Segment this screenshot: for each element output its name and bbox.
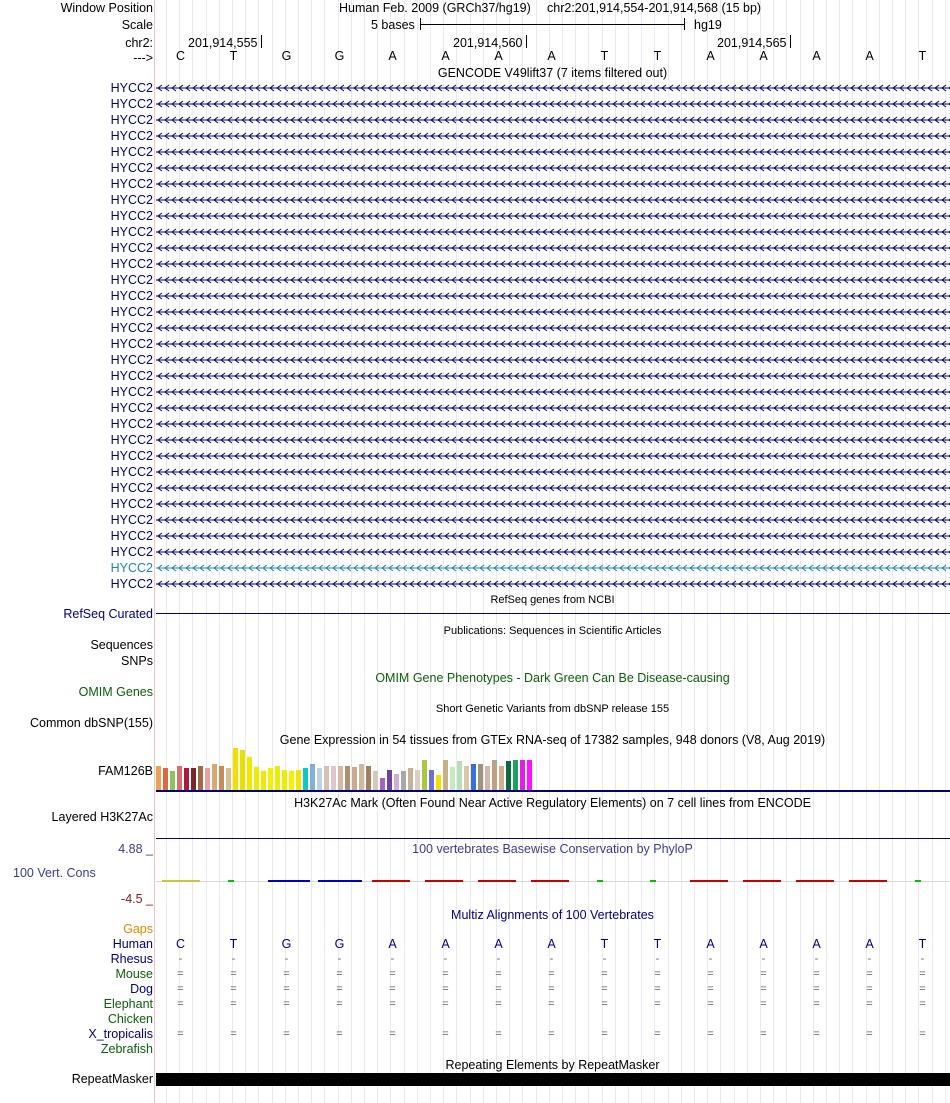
gencode-gene-label[interactable]: HYCC2 bbox=[110, 305, 153, 319]
phylop-score-mark bbox=[318, 880, 362, 882]
position-readout[interactable]: chr2:201,914,554-201,914,568 (15 bp) bbox=[547, 1, 762, 15]
gtex-tissue-bar[interactable] bbox=[289, 771, 294, 790]
gtex-tissue-bar[interactable] bbox=[254, 767, 259, 790]
multiz-align-symbol: = bbox=[495, 983, 502, 995]
gtex-tissue-bar[interactable] bbox=[163, 768, 168, 790]
multiz-align-symbol: = bbox=[707, 1028, 714, 1040]
scale-text: 5 bases bbox=[371, 18, 415, 32]
gencode-transcript-line[interactable] bbox=[156, 308, 950, 316]
multiz-align-symbol: = bbox=[177, 983, 184, 995]
sequence-base: G bbox=[281, 49, 292, 63]
multiz-align-symbol: = bbox=[813, 968, 820, 980]
multiz-align-symbol: - bbox=[178, 953, 183, 965]
multiz-align-symbol: = bbox=[866, 1028, 873, 1040]
sequence-base: A bbox=[441, 49, 450, 63]
multiz-human-base: A bbox=[812, 937, 821, 951]
gencode-gene-label[interactable]: HYCC2 bbox=[110, 81, 153, 95]
gtex-tissue-bar[interactable] bbox=[408, 768, 413, 790]
gtex-tissue-bar[interactable] bbox=[450, 767, 455, 790]
multiz-align-symbol: = bbox=[548, 1028, 555, 1040]
gencode-transcript-line[interactable] bbox=[156, 132, 950, 140]
multiz-human-base: A bbox=[706, 937, 715, 951]
gencode-gene-label[interactable]: HYCC2 bbox=[110, 97, 153, 111]
multiz-align-symbol: = bbox=[601, 968, 608, 980]
omim-label[interactable]: OMIM Genes bbox=[78, 685, 153, 699]
phylop-score-mark bbox=[915, 880, 921, 882]
sequence-base: T bbox=[600, 49, 609, 63]
repeatmasker-title: Repeating Elements by RepeatMasker bbox=[445, 1058, 660, 1072]
multiz-species-label[interactable]: Human bbox=[112, 937, 153, 951]
gencode-gene-label[interactable]: HYCC2 bbox=[110, 401, 153, 415]
coord-tick-2 bbox=[526, 35, 527, 48]
gencode-gene-label[interactable]: HYCC2 bbox=[110, 209, 153, 223]
gtex-tissue-bar[interactable] bbox=[310, 764, 315, 790]
multiz-align-symbol: - bbox=[920, 953, 925, 965]
multiz-align-symbol: = bbox=[548, 998, 555, 1010]
dbsnp-title: Short Genetic Variants from dbSNP release 155 bbox=[435, 703, 670, 715]
phylop-score-mark bbox=[597, 880, 603, 882]
multiz-human-base: A bbox=[388, 937, 397, 951]
multiz-align-symbol: = bbox=[442, 1028, 449, 1040]
multiz-align-symbol: = bbox=[442, 983, 449, 995]
window-position-label: Window Position bbox=[60, 1, 153, 15]
gencode-gene-label[interactable]: HYCC2 bbox=[110, 385, 153, 399]
assembly-label: Human Feb. 2009 (GRCh37/hg19) bbox=[339, 1, 531, 15]
multiz-align-symbol: - bbox=[443, 953, 448, 965]
multiz-align-symbol: = bbox=[601, 998, 608, 1010]
multiz-align-symbol: - bbox=[655, 953, 660, 965]
gtex-tissue-bar[interactable] bbox=[436, 775, 441, 790]
gencode-transcript-line[interactable] bbox=[156, 340, 950, 348]
gencode-transcript-line[interactable] bbox=[156, 548, 950, 556]
sequence-base: A bbox=[812, 49, 821, 63]
gtex-tissue-bar[interactable] bbox=[485, 766, 490, 790]
phylop-score-mark bbox=[162, 880, 200, 882]
multiz-align-symbol: = bbox=[336, 968, 343, 980]
gencode-gene-label[interactable]: HYCC2 bbox=[110, 257, 153, 271]
gtex-tissue-bar[interactable] bbox=[303, 768, 308, 790]
multiz-human-base: A bbox=[759, 937, 768, 951]
sequence-base: A bbox=[706, 49, 715, 63]
gtex-tissue-bar[interactable] bbox=[366, 766, 371, 790]
gtex-tissue-bar[interactable] bbox=[275, 766, 280, 790]
multiz-align-symbol: = bbox=[548, 983, 555, 995]
gencode-gene-label[interactable]: HYCC2 bbox=[110, 113, 153, 127]
multiz-title: Multiz Alignments of 100 Vertebrates bbox=[451, 908, 654, 922]
multiz-align-symbol: = bbox=[813, 983, 820, 995]
multiz-align-symbol: - bbox=[231, 953, 236, 965]
multiz-align-symbol: = bbox=[495, 998, 502, 1010]
omim-title: OMIM Gene Phenotypes - Dark Green Can Be Disease-causing bbox=[375, 671, 730, 685]
multiz-species-label[interactable]: Zebrafish bbox=[100, 1042, 153, 1056]
gencode-transcript-line[interactable] bbox=[156, 564, 950, 572]
multiz-align-symbol: = bbox=[177, 998, 184, 1010]
gtex-bar-chart[interactable] bbox=[156, 748, 556, 790]
gencode-transcript-line[interactable] bbox=[156, 324, 950, 332]
sequence-base: A bbox=[388, 49, 397, 63]
gencode-gene-label[interactable]: HYCC2 bbox=[110, 273, 153, 287]
multiz-align-symbol: = bbox=[654, 998, 661, 1010]
gtex-tissue-bar[interactable] bbox=[198, 766, 203, 790]
gencode-transcript-line[interactable] bbox=[156, 276, 950, 284]
gencode-transcript-line[interactable] bbox=[156, 388, 950, 396]
publications-title: Publications: Sequences in Scientific Articles bbox=[443, 625, 662, 637]
gencode-transcript-line[interactable] bbox=[156, 244, 950, 252]
gencode-gene-label[interactable]: HYCC2 bbox=[110, 289, 153, 303]
gtex-tissue-bar[interactable] bbox=[415, 770, 420, 790]
repeatmasker-label[interactable]: RepeatMasker bbox=[71, 1072, 153, 1086]
sequence-base: T bbox=[653, 49, 662, 63]
gencode-transcript-line[interactable] bbox=[156, 356, 950, 364]
gtex-gene-label[interactable]: FAM126B bbox=[98, 764, 153, 778]
multiz-align-symbol: = bbox=[442, 968, 449, 980]
multiz-align-symbol: = bbox=[707, 998, 714, 1010]
coord-1: 201,914,555 bbox=[188, 36, 258, 50]
multiz-align-symbol: = bbox=[283, 968, 290, 980]
multiz-align-symbol: = bbox=[707, 983, 714, 995]
gencode-gene-label[interactable]: HYCC2 bbox=[110, 529, 153, 543]
refseq-label[interactable]: RefSeq Curated bbox=[63, 607, 153, 621]
multiz-align-symbol: = bbox=[389, 998, 396, 1010]
sequence-base: A bbox=[865, 49, 874, 63]
gencode-transcript-line[interactable] bbox=[156, 148, 950, 156]
gencode-transcript-line[interactable] bbox=[156, 116, 950, 124]
gencode-gene-label[interactable]: HYCC2 bbox=[110, 177, 153, 191]
gtex-tissue-bar[interactable] bbox=[184, 768, 189, 790]
gencode-gene-label[interactable]: HYCC2 bbox=[110, 337, 153, 351]
gencode-gene-label[interactable]: HYCC2 bbox=[110, 513, 153, 527]
multiz-human-base: A bbox=[441, 937, 450, 951]
multiz-align-symbol: - bbox=[549, 953, 554, 965]
publications-sequences-label[interactable]: Sequences bbox=[90, 638, 153, 652]
gencode-transcript-line[interactable] bbox=[156, 500, 950, 508]
multiz-align-symbol: = bbox=[760, 998, 767, 1010]
multiz-align-symbol: = bbox=[230, 998, 237, 1010]
phylop-title: 100 vertebrates Basewise Conservation by PhyloP bbox=[412, 842, 693, 856]
phylop-score-mark bbox=[268, 880, 310, 882]
gencode-transcript-line[interactable] bbox=[156, 100, 950, 108]
coord-tick-3 bbox=[790, 35, 791, 48]
multiz-align-symbol: = bbox=[230, 968, 237, 980]
gtex-tissue-bar[interactable] bbox=[233, 748, 238, 790]
gencode-transcript-line[interactable] bbox=[156, 292, 950, 300]
multiz-align-symbol: = bbox=[336, 983, 343, 995]
multiz-align-symbol: = bbox=[760, 983, 767, 995]
sequence-base: G bbox=[334, 49, 345, 63]
multiz-human-base: T bbox=[918, 937, 927, 951]
multiz-align-symbol: - bbox=[602, 953, 607, 965]
multiz-align-symbol: = bbox=[283, 983, 290, 995]
scale-label: Scale bbox=[121, 18, 153, 32]
gencode-transcript-line[interactable] bbox=[156, 420, 950, 428]
multiz-align-symbol: = bbox=[919, 968, 926, 980]
gtex-tissue-bar[interactable] bbox=[219, 766, 224, 790]
multiz-align-symbol: = bbox=[177, 968, 184, 980]
gencode-transcript-line[interactable] bbox=[156, 212, 950, 220]
multiz-human-base: A bbox=[547, 937, 556, 951]
gencode-transcript-line[interactable] bbox=[156, 532, 950, 540]
gencode-gene-label[interactable]: HYCC2 bbox=[110, 449, 153, 463]
gencode-gene-label[interactable]: HYCC2 bbox=[110, 417, 153, 431]
gencode-gene-label[interactable]: HYCC2 bbox=[110, 129, 153, 143]
multiz-human-base: T bbox=[600, 937, 609, 951]
gtex-tissue-bar[interactable] bbox=[240, 750, 245, 790]
scale-bar-right-tick bbox=[684, 18, 685, 30]
gtex-tissue-bar[interactable] bbox=[324, 766, 329, 790]
gtex-tissue-bar[interactable] bbox=[429, 770, 434, 790]
gencode-gene-label[interactable]: HYCC2 bbox=[110, 193, 153, 207]
phylop-score-mark bbox=[425, 880, 463, 882]
multiz-human-base: A bbox=[494, 937, 503, 951]
gencode-transcript-line[interactable] bbox=[156, 180, 950, 188]
gencode-gene-label[interactable]: HYCC2 bbox=[110, 241, 153, 255]
gtex-tissue-bar[interactable] bbox=[331, 766, 336, 790]
gtex-tissue-bar[interactable] bbox=[520, 760, 525, 790]
multiz-align-symbol: = bbox=[866, 998, 873, 1010]
gtex-tissue-bar[interactable] bbox=[380, 778, 385, 790]
gtex-tissue-bar[interactable] bbox=[422, 760, 427, 790]
gtex-baseline bbox=[156, 790, 950, 792]
multiz-align-symbol: = bbox=[177, 1028, 184, 1040]
gtex-tissue-bar[interactable] bbox=[373, 771, 378, 790]
phylop-score-mark bbox=[478, 880, 516, 882]
refseq-gene-line[interactable] bbox=[156, 613, 950, 614]
gtex-tissue-bar[interactable] bbox=[457, 761, 462, 790]
gencode-gene-label[interactable]: HYCC2 bbox=[110, 145, 153, 159]
multiz-align-symbol: = bbox=[601, 1028, 608, 1040]
multiz-align-symbol: = bbox=[495, 968, 502, 980]
gencode-transcript-line[interactable] bbox=[156, 260, 950, 268]
gtex-tissue-bar[interactable] bbox=[212, 764, 217, 790]
h3k27ac-label[interactable]: Layered H3K27Ac bbox=[51, 810, 153, 824]
gtex-tissue-bar[interactable] bbox=[345, 766, 350, 790]
multiz-species-label[interactable]: X_tropicalis bbox=[88, 1027, 153, 1041]
refseq-title: RefSeq genes from NCBI bbox=[490, 594, 615, 606]
multiz-species-label[interactable]: Chicken bbox=[107, 1012, 153, 1026]
phylop-max: 4.88 _ bbox=[118, 842, 153, 856]
publications-snps-label[interactable]: SNPs bbox=[121, 654, 153, 668]
multiz-align-symbol: = bbox=[919, 983, 926, 995]
gtex-tissue-bar[interactable] bbox=[296, 770, 301, 790]
phylop-score-mark bbox=[849, 880, 887, 882]
gtex-tissue-bar[interactable] bbox=[387, 770, 392, 790]
gtex-tissue-bar[interactable] bbox=[177, 766, 182, 790]
gencode-transcript-line[interactable] bbox=[156, 372, 950, 380]
gencode-transcript-line[interactable] bbox=[156, 580, 950, 588]
multiz-human-base: C bbox=[175, 937, 186, 951]
gtex-tissue-bar[interactable] bbox=[492, 760, 497, 790]
gtex-tissue-bar[interactable] bbox=[443, 760, 448, 790]
multiz-align-symbol: = bbox=[866, 983, 873, 995]
gtex-tissue-bar[interactable] bbox=[191, 768, 196, 790]
multiz-species-label[interactable]: Mouse bbox=[115, 967, 153, 981]
gtex-tissue-bar[interactable] bbox=[338, 766, 343, 790]
multiz-align-symbol: = bbox=[654, 1028, 661, 1040]
gencode-transcript-line[interactable] bbox=[156, 196, 950, 204]
multiz-align-symbol: = bbox=[813, 998, 820, 1010]
multiz-align-symbol: = bbox=[283, 998, 290, 1010]
multiz-align-symbol: = bbox=[866, 968, 873, 980]
multiz-align-symbol: = bbox=[919, 1028, 926, 1040]
gencode-gene-label[interactable]: HYCC2 bbox=[110, 497, 153, 511]
gtex-tissue-bar[interactable] bbox=[268, 768, 273, 790]
scale-bar bbox=[420, 24, 685, 25]
gencode-gene-label[interactable]: HYCC2 bbox=[110, 353, 153, 367]
multiz-human-base: T bbox=[229, 937, 238, 951]
phylop-label[interactable]: 100 Vert. Cons bbox=[13, 866, 96, 880]
gtex-tissue-bar[interactable] bbox=[471, 764, 476, 790]
gencode-transcript-line[interactable] bbox=[156, 468, 950, 476]
chrom-label: chr2: bbox=[125, 36, 153, 50]
gencode-gene-label[interactable]: HYCC2 bbox=[110, 225, 153, 239]
gencode-gene-label[interactable]: HYCC2 bbox=[110, 577, 153, 591]
coord-3: 201,914,565 bbox=[717, 36, 787, 50]
multiz-align-symbol: = bbox=[230, 1028, 237, 1040]
multiz-align-symbol: = bbox=[919, 998, 926, 1010]
gtex-tissue-bar[interactable] bbox=[317, 768, 322, 790]
gtex-tissue-bar[interactable] bbox=[401, 771, 406, 790]
sequence-base: T bbox=[229, 49, 238, 63]
gencode-gene-label[interactable]: HYCC2 bbox=[110, 481, 153, 495]
gtex-tissue-bar[interactable] bbox=[499, 766, 504, 790]
phylop-score-mark bbox=[372, 880, 410, 882]
multiz-align-symbol: = bbox=[548, 968, 555, 980]
h3k27ac-baseline bbox=[156, 838, 950, 839]
sequence-base: A bbox=[494, 49, 503, 63]
gtex-tissue-bar[interactable] bbox=[170, 771, 175, 790]
gencode-gene-label[interactable]: HYCC2 bbox=[110, 369, 153, 383]
multiz-species-label[interactable]: Elephant bbox=[103, 997, 153, 1011]
gtex-tissue-bar[interactable] bbox=[527, 760, 532, 790]
multiz-align-symbol: - bbox=[708, 953, 713, 965]
gtex-tissue-bar[interactable] bbox=[247, 757, 252, 790]
phylop-score-mark bbox=[743, 880, 781, 882]
multiz-align-symbol: - bbox=[390, 953, 395, 965]
multiz-human-base: G bbox=[281, 937, 292, 951]
multiz-align-symbol: - bbox=[496, 953, 501, 965]
gencode-transcript-line[interactable] bbox=[156, 436, 950, 444]
gencode-gene-label[interactable]: HYCC2 bbox=[110, 433, 153, 447]
gencode-transcript-line[interactable] bbox=[156, 228, 950, 236]
multiz-species-label[interactable]: Rhesus bbox=[110, 952, 153, 966]
multiz-align-symbol: = bbox=[230, 983, 237, 995]
multiz-human-base: G bbox=[334, 937, 345, 951]
gtex-tissue-bar[interactable] bbox=[261, 771, 266, 790]
gencode-gene-label[interactable]: HYCC2 bbox=[110, 161, 153, 175]
multiz-align-symbol: = bbox=[707, 968, 714, 980]
gtex-title: Gene Expression in 54 tissues from GTEx RNA-seq of 17382 samples, 948 donors (V8, Aug 2019) bbox=[279, 733, 826, 747]
repeatmasker-block[interactable] bbox=[156, 1073, 950, 1086]
gencode-transcript-line[interactable] bbox=[156, 164, 950, 172]
phylop-score-mark bbox=[228, 880, 234, 882]
dbsnp-label[interactable]: Common dbSNP(155) bbox=[30, 716, 153, 730]
gencode-title: GENCODE V49lift37 (7 items filtered out) bbox=[437, 66, 668, 80]
gtex-tissue-bar[interactable] bbox=[352, 767, 357, 790]
gtex-tissue-bar[interactable] bbox=[506, 761, 511, 790]
multiz-align-symbol: = bbox=[336, 998, 343, 1010]
gencode-transcript-line[interactable] bbox=[156, 404, 950, 412]
multiz-align-symbol: = bbox=[654, 983, 661, 995]
multiz-align-symbol: = bbox=[654, 968, 661, 980]
gtex-tissue-bar[interactable] bbox=[226, 768, 231, 790]
phylop-score-mark bbox=[531, 880, 569, 882]
gtex-tissue-bar[interactable] bbox=[156, 766, 161, 790]
multiz-species-label[interactable]: Dog bbox=[130, 982, 153, 996]
multiz-align-symbol: - bbox=[284, 953, 289, 965]
multiz-align-symbol: = bbox=[495, 1028, 502, 1040]
gencode-gene-label[interactable]: HYCC2 bbox=[110, 465, 153, 479]
multiz-gaps-label[interactable]: Gaps bbox=[123, 922, 153, 936]
gencode-gene-label[interactable]: HYCC2 bbox=[110, 545, 153, 559]
gtex-tissue-bar[interactable] bbox=[359, 764, 364, 790]
multiz-align-symbol: - bbox=[337, 953, 342, 965]
gtex-tissue-bar[interactable] bbox=[394, 774, 399, 790]
multiz-align-symbol: = bbox=[389, 968, 396, 980]
gencode-transcript-line[interactable] bbox=[156, 84, 950, 92]
gencode-gene-label[interactable]: HYCC2 bbox=[110, 321, 153, 335]
sequence-base: A bbox=[759, 49, 768, 63]
multiz-align-symbol: - bbox=[867, 953, 872, 965]
gtex-tissue-bar[interactable] bbox=[513, 760, 518, 790]
multiz-align-symbol: = bbox=[442, 998, 449, 1010]
coord-tick-1 bbox=[261, 35, 262, 48]
gtex-tissue-bar[interactable] bbox=[464, 766, 469, 790]
multiz-human-base: A bbox=[865, 937, 874, 951]
multiz-align-symbol: = bbox=[283, 1028, 290, 1040]
phylop-score-mark bbox=[650, 880, 656, 882]
strand-label: ---> bbox=[133, 51, 153, 65]
multiz-align-symbol: = bbox=[389, 983, 396, 995]
phylop-min: -4.5 _ bbox=[121, 892, 153, 906]
multiz-align-symbol: - bbox=[761, 953, 766, 965]
gencode-transcript-line[interactable] bbox=[156, 484, 950, 492]
multiz-align-symbol: = bbox=[336, 1028, 343, 1040]
sequence-base: C bbox=[175, 49, 186, 63]
multiz-align-symbol: = bbox=[760, 968, 767, 980]
gtex-tissue-bar[interactable] bbox=[205, 768, 210, 790]
phylop-score-mark bbox=[690, 880, 728, 882]
gtex-tissue-bar[interactable] bbox=[282, 770, 287, 790]
h3k27ac-title: H3K27Ac Mark (Often Found Near Active Regulatory Elements) on 7 cell lines from ENCODE bbox=[294, 796, 811, 810]
multiz-align-symbol: - bbox=[814, 953, 819, 965]
sequence-base: T bbox=[918, 49, 927, 63]
coord-2: 201,914,560 bbox=[453, 36, 523, 50]
gencode-transcript-line[interactable] bbox=[156, 516, 950, 524]
multiz-align-symbol: = bbox=[389, 1028, 396, 1040]
multiz-align-symbol: = bbox=[760, 1028, 767, 1040]
multiz-align-symbol: = bbox=[601, 983, 608, 995]
gencode-transcript-line[interactable] bbox=[156, 452, 950, 460]
multiz-align-symbol: = bbox=[813, 1028, 820, 1040]
multiz-human-base: T bbox=[653, 937, 662, 951]
gencode-gene-label[interactable]: HYCC2 bbox=[110, 561, 153, 575]
sequence-base: A bbox=[547, 49, 556, 63]
gtex-tissue-bar[interactable] bbox=[478, 764, 483, 790]
scale-db: hg19 bbox=[694, 18, 722, 32]
phylop-score-mark bbox=[796, 880, 834, 882]
